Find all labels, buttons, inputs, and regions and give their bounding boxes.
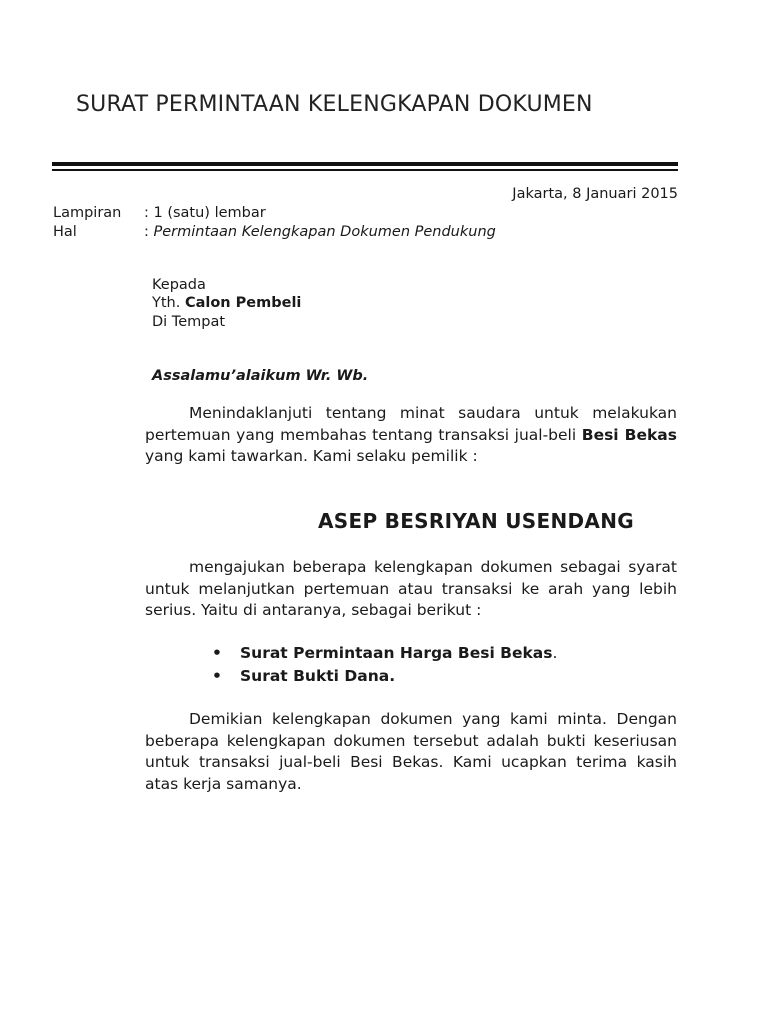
letter-date: Jakarta, 8 Januari 2015 xyxy=(512,186,678,202)
paragraph-intro-part2: yang kami tawarkan. Kami selaku pemilik : xyxy=(145,447,478,465)
hal-label: Hal xyxy=(53,224,77,240)
bullet-icon: • xyxy=(212,644,222,662)
bullet-icon: • xyxy=(212,667,222,685)
hal-row xyxy=(53,223,496,241)
recipient-place: Di Tempat xyxy=(152,314,226,330)
document-title: SURAT PERMINTAAN KELENGKAPAN DOKUMEN xyxy=(76,92,593,117)
lampiran-value: : 1 (satu) lembar xyxy=(144,205,266,221)
header-rule-thin xyxy=(52,169,678,171)
header-rule-thick xyxy=(52,162,678,166)
sender-name: ASEP BESRIYAN USENDANG xyxy=(318,509,634,533)
list-item xyxy=(212,665,557,688)
hal-colon: : xyxy=(144,224,154,240)
requirement-suffix: . xyxy=(552,644,558,662)
list-item xyxy=(212,642,557,665)
hal-value: Permintaan Kelengkapan Dokumen Pendukung xyxy=(153,224,496,240)
recipient-name-line xyxy=(152,294,301,312)
recipient-name: Calon Pembeli xyxy=(184,295,302,311)
lampiran-row xyxy=(53,204,266,222)
requirement-text: Surat Permintaan Harga Besi Bekas xyxy=(240,644,553,662)
paragraph-intro-bold: Besi Bekas xyxy=(581,425,677,444)
lampiran-label: Lampiran xyxy=(53,205,122,221)
recipient-prefix: Yth. xyxy=(152,295,185,311)
greeting: Assalamu’alaikum Wr. Wb. xyxy=(152,368,369,384)
paragraph-request: mengajukan beberapa kelengkapan dokumen sebagai syarat untuk melanjutkan pertemuan atau transaksi ke arah yang lebih serius. Yaitu di antaranya, sebagai berikut : xyxy=(145,558,677,619)
paragraph-intro xyxy=(145,403,677,468)
requirement-text: Surat Bukti Dana. xyxy=(240,667,396,685)
paragraph-closing: Demikian kelengkapan dokumen yang kami minta. Dengan beberapa kelengkapan dokumen tersebut adalah bukti keseriusan untuk transaksi jual-beli Besi Bekas. Kami ucapkan terima kasih atas kerja samanya. xyxy=(145,710,677,793)
requirements-list xyxy=(212,642,557,688)
paragraph-intro-part1: Menindaklanjuti tentang minat saudara untuk melakukan pertemuan yang membahas tentang transaksi jual-beli xyxy=(145,404,677,444)
recipient-kepada: Kepada xyxy=(152,277,206,293)
